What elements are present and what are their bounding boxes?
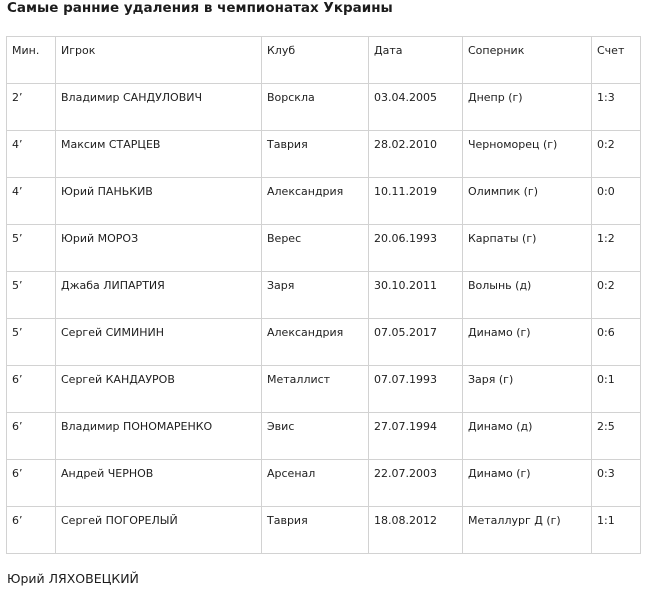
- opponent-cell: Динамо (г): [463, 460, 592, 507]
- score-cell: 0:0: [592, 178, 641, 225]
- table-row: [7, 84, 641, 131]
- minute-cell: 4’: [7, 178, 56, 225]
- table-row: [7, 225, 641, 272]
- score-cell: 1:2: [592, 225, 641, 272]
- date-cell: 07.07.1993: [369, 366, 463, 413]
- minute-cell: 4’: [7, 131, 56, 178]
- table-row: [7, 319, 641, 366]
- date-cell: 30.10.2011: [369, 272, 463, 319]
- minute-cell: 5’: [7, 319, 56, 366]
- club-cell: Таврия: [262, 131, 369, 178]
- player-cell: Юрий МОРОЗ: [56, 225, 262, 272]
- author-name: Юрий ЛЯХОВЕЦКИЙ: [7, 571, 139, 586]
- header-date: Дата: [369, 37, 463, 84]
- table-row: [7, 507, 641, 554]
- opponent-cell: Динамо (г): [463, 319, 592, 366]
- opponent-cell: Металлург Д (г): [463, 507, 592, 554]
- club-cell: Заря: [262, 272, 369, 319]
- player-cell: Джаба ЛИПАРТИЯ: [56, 272, 262, 319]
- date-cell: 28.02.2010: [369, 131, 463, 178]
- table-row: [7, 413, 641, 460]
- score-cell: 0:1: [592, 366, 641, 413]
- club-cell: Металлист: [262, 366, 369, 413]
- player-cell: Максим СТАРЦЕВ: [56, 131, 262, 178]
- date-cell: 03.04.2005: [369, 84, 463, 131]
- player-cell: Владимир САНДУЛОВИЧ: [56, 84, 262, 131]
- score-cell: 0:3: [592, 460, 641, 507]
- player-cell: Сергей КАНДАУРОВ: [56, 366, 262, 413]
- score-cell: 0:2: [592, 131, 641, 178]
- minute-cell: 2’: [7, 84, 56, 131]
- table-row: [7, 272, 641, 319]
- opponent-cell: Карпаты (г): [463, 225, 592, 272]
- date-cell: 10.11.2019: [369, 178, 463, 225]
- minute-cell: 6’: [7, 366, 56, 413]
- opponent-cell: Динамо (д): [463, 413, 592, 460]
- player-cell: Сергей ПОГОРЕЛЫЙ: [56, 507, 262, 554]
- player-cell: Владимир ПОНОМАРЕНКО: [56, 413, 262, 460]
- club-cell: Эвис: [262, 413, 369, 460]
- club-cell: Ворскла: [262, 84, 369, 131]
- table-row: [7, 178, 641, 225]
- table-row: [7, 131, 641, 178]
- opponent-cell: Днепр (г): [463, 84, 592, 131]
- player-cell: Андрей ЧЕРНОВ: [56, 460, 262, 507]
- club-cell: Таврия: [262, 507, 369, 554]
- date-cell: 22.07.2003: [369, 460, 463, 507]
- player-cell: Юрий ПАНЬКИВ: [56, 178, 262, 225]
- club-cell: Александрия: [262, 178, 369, 225]
- header-club: Клуб: [262, 37, 369, 84]
- score-cell: 2:5: [592, 413, 641, 460]
- opponent-cell: Олимпик (г): [463, 178, 592, 225]
- minute-cell: 5’: [7, 225, 56, 272]
- club-cell: Александрия: [262, 319, 369, 366]
- date-cell: 18.08.2012: [369, 507, 463, 554]
- score-cell: 1:3: [592, 84, 641, 131]
- minute-cell: 6’: [7, 460, 56, 507]
- score-cell: 0:2: [592, 272, 641, 319]
- opponent-cell: Черноморец (г): [463, 131, 592, 178]
- opponent-cell: Волынь (д): [463, 272, 592, 319]
- header-minute: Мин.: [7, 37, 56, 84]
- header-opponent: Соперник: [463, 37, 592, 84]
- early-red-cards-table: [6, 36, 641, 554]
- minute-cell: 5’: [7, 272, 56, 319]
- table-row: [7, 366, 641, 413]
- score-cell: 0:6: [592, 319, 641, 366]
- table-title: Самые ранние удаления в чемпионатах Украины: [7, 0, 393, 16]
- table-header-row: [7, 37, 641, 84]
- date-cell: 20.06.1993: [369, 225, 463, 272]
- date-cell: 27.07.1994: [369, 413, 463, 460]
- score-cell: 1:1: [592, 507, 641, 554]
- player-cell: Сергей СИМИНИН: [56, 319, 262, 366]
- header-score: Счет: [592, 37, 641, 84]
- club-cell: Верес: [262, 225, 369, 272]
- minute-cell: 6’: [7, 507, 56, 554]
- minute-cell: 6’: [7, 413, 56, 460]
- date-cell: 07.05.2017: [369, 319, 463, 366]
- opponent-cell: Заря (г): [463, 366, 592, 413]
- table-row: [7, 460, 641, 507]
- club-cell: Арсенал: [262, 460, 369, 507]
- header-player: Игрок: [56, 37, 262, 84]
